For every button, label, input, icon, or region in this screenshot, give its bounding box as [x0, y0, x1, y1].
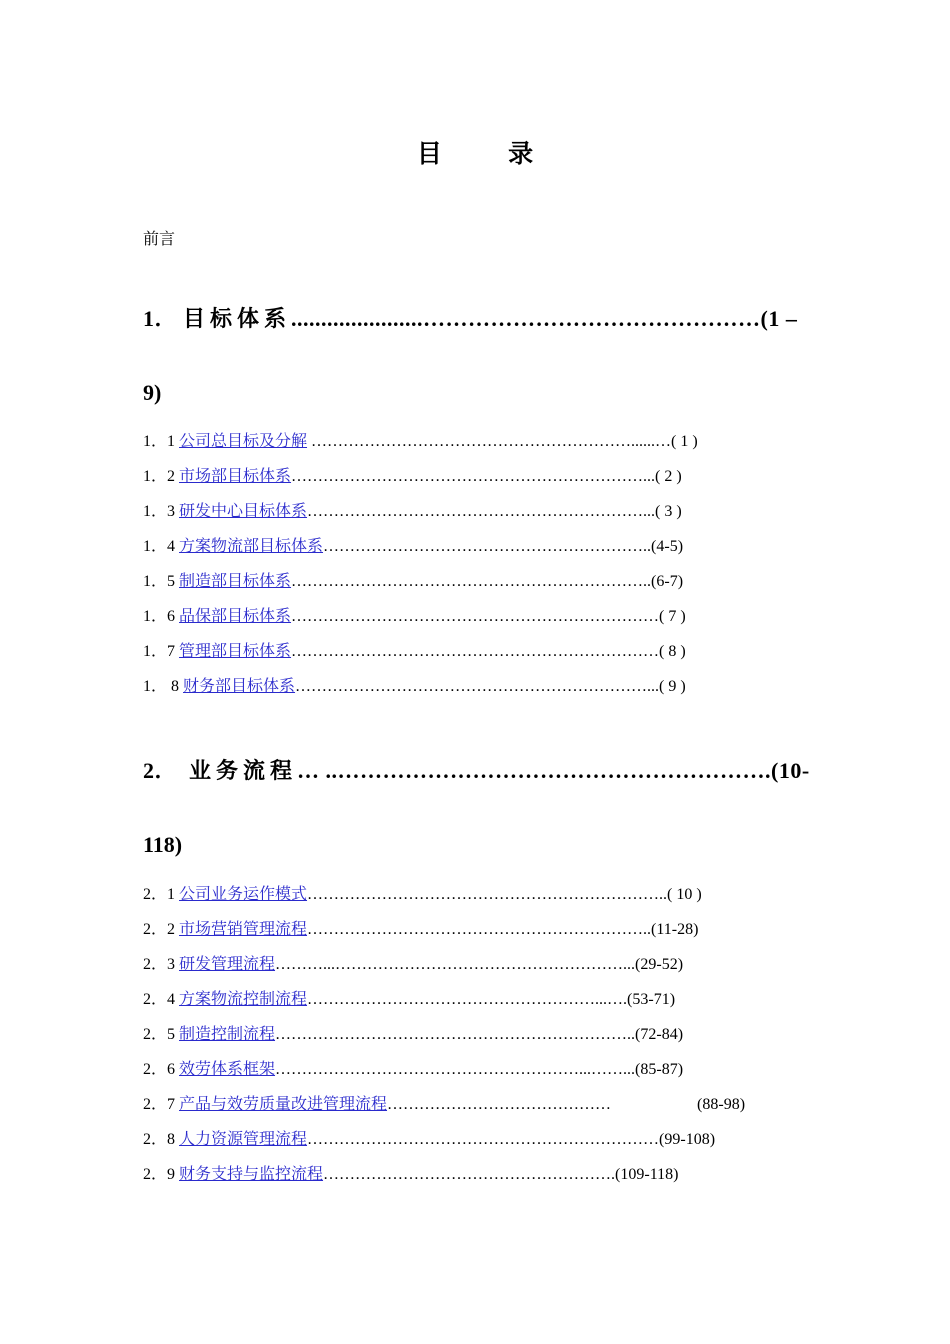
toc-item	[143, 502, 682, 522]
toc-link[interactable]: 公司业务运作模式	[179, 886, 308, 903]
toc-item	[143, 432, 698, 452]
toc-item	[143, 537, 683, 557]
section-pages-continued: 9)	[143, 380, 162, 405]
dot-leader: …………………………………………………………...	[291, 468, 656, 485]
item-number: 1．5	[143, 573, 176, 590]
dot-leader: ......................………………………………………	[291, 306, 761, 331]
toc-link[interactable]: 管理部目标体系	[179, 643, 292, 660]
toc-item	[143, 1130, 715, 1150]
section-heading-1	[143, 282, 813, 430]
toc-link[interactable]: 研发管理流程	[179, 956, 276, 973]
toc-link[interactable]: 制造控制流程	[179, 1026, 276, 1043]
item-number: 1．7	[143, 643, 176, 660]
section-number: 2．	[143, 758, 178, 783]
dot-leader: ………………………………………………...….	[307, 991, 628, 1008]
item-pages: ( 2 )	[655, 468, 682, 485]
toc-link[interactable]: 公司总目标及分解	[179, 433, 308, 450]
toc-item	[143, 642, 686, 662]
item-pages: ( 7 )	[659, 608, 686, 625]
item-number: 2．4	[143, 991, 176, 1008]
toc-item	[143, 572, 683, 592]
dot-leader: ………………………………………………………...	[307, 503, 656, 520]
item-pages: (109-118)	[615, 1166, 679, 1183]
item-number: 2．2	[143, 921, 176, 938]
toc-item	[143, 955, 683, 975]
dot-leader: ………………………………………………………..	[307, 921, 652, 938]
dot-leader: ………...………………………………………………...	[275, 956, 636, 973]
item-pages: (53-71)	[627, 991, 676, 1008]
toc-link[interactable]: 方案物流部目标体系	[179, 538, 324, 555]
item-pages: ( 3 )	[655, 503, 682, 520]
toc-link[interactable]: 财务支持与监控流程	[179, 1166, 324, 1183]
toc-item	[143, 1060, 683, 1080]
toc-link[interactable]: 财务部目标体系	[183, 678, 296, 695]
item-pages: ( 8 )	[659, 643, 686, 660]
item-pages: (99-108)	[659, 1131, 716, 1148]
item-number: 2．8	[143, 1131, 176, 1148]
section-number: 1．	[143, 306, 178, 331]
toc-link[interactable]: 市场营销管理流程	[179, 921, 308, 938]
section-title: 目标体系	[183, 306, 292, 331]
toc-link[interactable]: 人力资源管理流程	[179, 1131, 308, 1148]
item-pages: (85-87)	[635, 1061, 684, 1078]
dot-leader: ……………………………………………………......…	[307, 433, 672, 450]
dot-leader: …………………………………………………………	[307, 1131, 660, 1148]
section-title: 业务流程	[189, 758, 298, 783]
dot-leader: …………………………………………………………..	[307, 886, 668, 903]
page-title: 目 录	[416, 141, 564, 168]
item-pages: (11-28)	[651, 921, 699, 938]
toc-item	[143, 677, 686, 697]
toc-item	[143, 1165, 678, 1185]
dot-leader: ……………………………………………….	[323, 1166, 616, 1183]
item-pages: (88-98)	[697, 1096, 746, 1113]
toc-item	[143, 885, 702, 905]
dot-leader: ……………………………………	[387, 1096, 612, 1113]
item-number: 1．4	[143, 538, 176, 555]
dot-leader: ……………………………………………………..	[323, 538, 652, 555]
item-pages: ( 10 )	[667, 886, 702, 903]
dot-leader: …………………………………………………...……...	[275, 1061, 636, 1078]
dot-leader: ……………………………………………………………	[291, 608, 660, 625]
item-number: 2．6	[143, 1061, 176, 1078]
item-pages: (4-5)	[651, 538, 684, 555]
section-pages: (1 –	[760, 306, 798, 331]
item-number: 1．6	[143, 608, 176, 625]
dot-leader: ……………………………………………………………	[291, 643, 660, 660]
toc-item	[143, 1025, 683, 1045]
item-number: 1．3	[143, 503, 176, 520]
section-heading-2	[143, 734, 813, 882]
toc-link[interactable]: 产品与效劳质量改进管理流程	[179, 1096, 388, 1113]
preface-label: 前言	[143, 231, 176, 248]
toc-link[interactable]: 市场部目标体系	[179, 468, 292, 485]
toc-link[interactable]: 效劳体系框架	[179, 1061, 276, 1078]
item-pages: (6-7)	[651, 573, 684, 590]
toc-link[interactable]: 方案物流控制流程	[179, 991, 308, 1008]
toc-item	[143, 467, 682, 487]
item-number: 1．1	[143, 433, 176, 450]
item-pages: (72-84)	[635, 1026, 684, 1043]
toc-link[interactable]: 品保部目标体系	[179, 608, 292, 625]
toc-item	[143, 607, 686, 627]
toc-link[interactable]: 制造部目标体系	[179, 573, 292, 590]
section-pages: (10-	[771, 758, 810, 783]
toc-item	[143, 920, 698, 940]
item-number: 2．5	[143, 1026, 176, 1043]
dot-leader: … ..………………………………………………….	[297, 758, 772, 783]
item-number: 2．7	[143, 1096, 176, 1113]
item-number: 2．3	[143, 956, 176, 973]
toc-link[interactable]: 研发中心目标体系	[179, 503, 308, 520]
item-pages: ( 9 )	[659, 678, 686, 695]
toc-item	[143, 1095, 745, 1115]
item-number: 2．9	[143, 1166, 176, 1183]
dot-leader: …………………………………………………………..	[275, 1026, 636, 1043]
item-number: 2．1	[143, 886, 176, 903]
item-number: 1． 8	[143, 678, 180, 695]
dot-leader: …………………………………………………………..	[291, 573, 652, 590]
item-pages: (29-52)	[635, 956, 684, 973]
section-pages-continued: 118)	[143, 832, 183, 857]
item-number: 1．2	[143, 468, 176, 485]
item-pages: ( 1 )	[671, 433, 698, 450]
toc-item	[143, 990, 675, 1010]
dot-leader: …………………………………………………………...	[295, 678, 660, 695]
